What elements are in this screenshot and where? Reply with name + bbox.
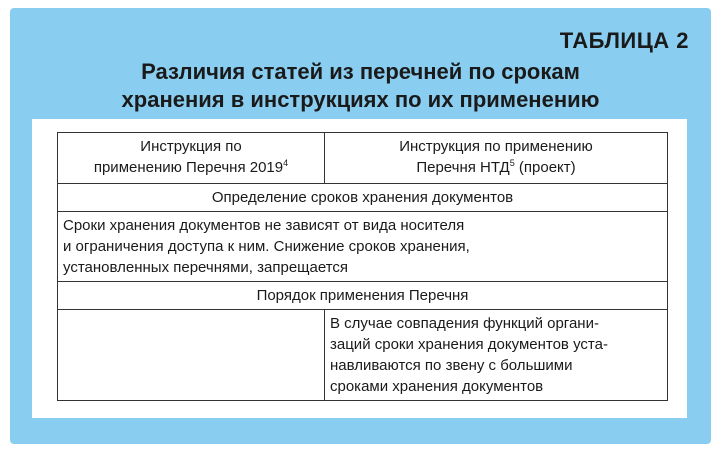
header-ntd-line-1: Инструкция по применению — [399, 138, 593, 155]
section-heading-storage-periods: Определение сроков хранения документов — [58, 184, 668, 212]
section-1-text — [58, 212, 668, 282]
header-cell-2019 — [58, 133, 325, 184]
section-row-1 — [58, 184, 668, 212]
section-row-2 — [58, 282, 668, 310]
table-frame — [10, 8, 711, 444]
header-ntd-line-2a: Перечня НТД — [416, 159, 510, 176]
header-2019-line-2: применению Перечня 2019 — [93, 159, 284, 176]
section-heading-application-order: Порядок применения Перечня — [58, 282, 668, 310]
footnote-4: 4 — [283, 158, 289, 168]
header-ntd-line-2b: (проект) — [514, 159, 576, 176]
section-1-text-line-2: и ограничения доступа к ним. Снижение сроков хранения, — [63, 238, 470, 255]
table-title — [10, 58, 711, 114]
table-title-line-2: хранения в инструкциях по их применению — [121, 87, 600, 112]
section-1-text-line-1: Сроки хранения документов не зависят от вида носителя — [63, 217, 465, 234]
section-2-right-line-3: навливаются по звену с большими — [330, 357, 573, 374]
section-2-left-cell — [58, 310, 325, 401]
header-2019-line-1: Инструкция по — [140, 138, 242, 155]
section-2-right-line-1: В случае совпадения функций органи- — [330, 315, 599, 332]
section-1-text-line-3: установленных перечнями, запрещается — [63, 259, 349, 276]
section-2-right-line-2: заций сроки хранения документов уста- — [330, 336, 608, 353]
section-2-content-row — [58, 310, 668, 401]
section-2-right-line-4: сроками хранения документов — [330, 378, 544, 395]
section-2-right-cell — [325, 310, 668, 401]
table-number-label: ТАБЛИЦА 2 — [559, 28, 689, 53]
header-row — [58, 133, 668, 184]
table-panel — [32, 119, 687, 418]
comparison-table — [57, 132, 668, 401]
table-title-line-1: Различия статей из перечней по срокам — [141, 59, 580, 84]
header-cell-ntd — [325, 133, 668, 184]
footnote-5: 5 — [509, 158, 515, 168]
section-1-content-row — [58, 212, 668, 282]
